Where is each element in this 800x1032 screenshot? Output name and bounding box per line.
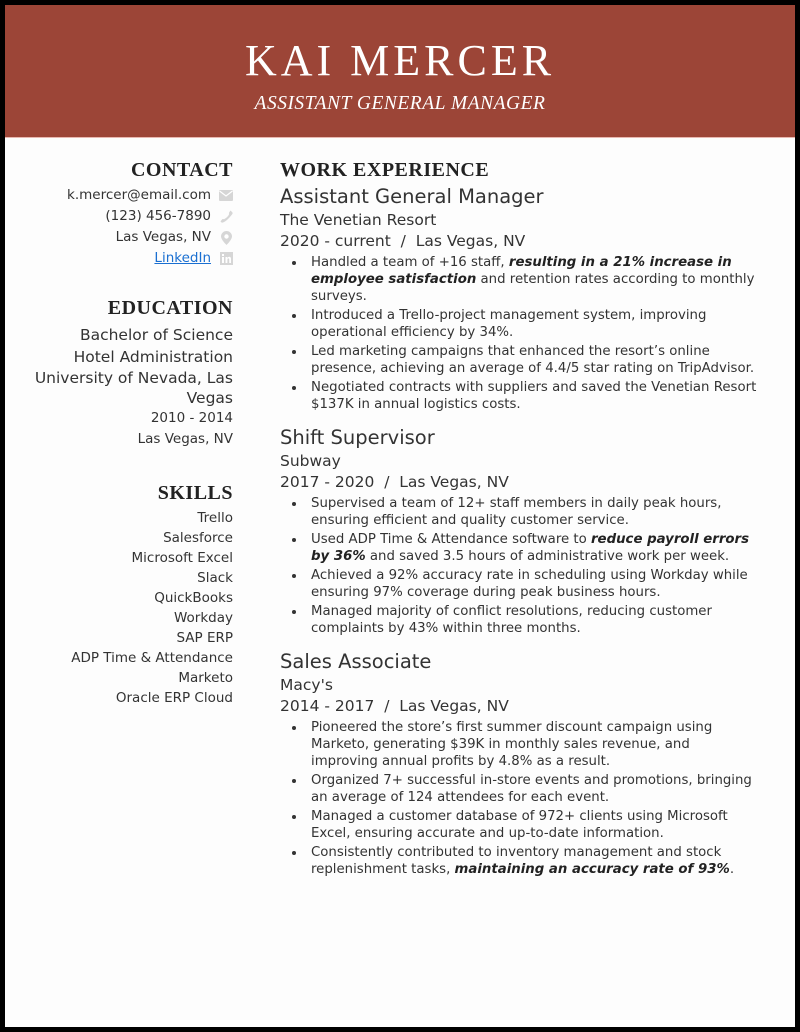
bullet-item: Managed majority of conflict resolutions, reducing customer complaints by 43% within three months.: [280, 603, 760, 637]
skills-section: [35, 480, 233, 708]
contact-location: [35, 227, 233, 248]
phone-text: (123) 456-7890: [105, 208, 211, 224]
candidate-name: KAI MERCER: [244, 36, 556, 85]
bullet-item: Handled a team of +16 staff, resulting in a 21% increase in employee satisfaction and retention rates according to monthly surveys.: [280, 254, 760, 305]
envelope-icon: [219, 189, 233, 203]
skill-item: Trello: [197, 510, 233, 526]
job-entry: [280, 649, 760, 878]
resume-page: [5, 5, 795, 1027]
sidebar: [35, 157, 233, 708]
skill-item: ADP Time & Attendance: [71, 650, 233, 666]
contact-section: [35, 157, 233, 269]
skill-item: Salesforce: [163, 530, 233, 546]
bullet-item: Managed a customer database of 972+ clients using Microsoft Excel, ensuring accurate and up-to-date information.: [280, 808, 760, 842]
education-heading: EDUCATION: [107, 297, 233, 319]
bullet-item: Introduced a Trello-project management system, improving operational efficiency by 34%.: [280, 307, 760, 341]
job-bullets: [280, 719, 760, 878]
work-experience-heading: WORK EXPERIENCE: [280, 159, 490, 181]
skill-item: Microsoft Excel: [131, 550, 233, 566]
email-text: k.mercer@email.com: [67, 187, 211, 203]
education-major: Hotel Administration: [73, 348, 233, 366]
skill-item: Marketo: [178, 670, 233, 686]
skill-item: Workday: [173, 610, 233, 626]
job-company: Subway: [280, 452, 341, 470]
job-entry: [280, 184, 760, 413]
bullet-item: Achieved a 92% accuracy rate in scheduling using Workday while ensuring 97% coverage during peak business hours.: [280, 567, 760, 601]
bullet-item: Led marketing campaigns that enhanced the resort’s online presence, achieving an average of 4.4/5 star rating on TripAdvisor.: [280, 343, 760, 377]
education-location: Las Vegas, NV: [137, 431, 233, 447]
skill-item: Slack: [197, 570, 233, 586]
job-title: Assistant General Manager: [280, 185, 544, 208]
education-years: 2010 - 2014: [150, 410, 233, 426]
job-company: Macy's: [280, 676, 333, 694]
main-content: [280, 157, 760, 886]
bullet-item: Organized 7+ successful in-store events and promotions, bringing an average of 124 attendees for each event.: [280, 772, 760, 806]
map-pin-icon: [219, 231, 233, 245]
bullet-item: Negotiated contracts with suppliers and saved the Venetian Resort $137K in annual logistics costs.: [280, 379, 760, 413]
education-degree: Bachelor of Science: [79, 326, 233, 344]
skill-item: Oracle ERP Cloud: [115, 690, 233, 706]
linkedin-icon: [219, 252, 233, 266]
contact-email: [35, 185, 233, 206]
job-entry: [280, 425, 760, 637]
linkedin-link[interactable]: LinkedIn: [154, 250, 211, 266]
education-section: [35, 295, 233, 450]
education-school: University of Nevada, Las Vegas: [34, 369, 233, 407]
contact-linkedin: [35, 248, 233, 269]
contact-heading: CONTACT: [130, 159, 233, 181]
location-text: Las Vegas, NV: [115, 229, 211, 245]
skill-item: QuickBooks: [154, 590, 233, 606]
job-title: Shift Supervisor: [280, 426, 435, 449]
job-bullets: [280, 254, 760, 413]
bullet-item: Supervised a team of 12+ staff members in daily peak hours, ensuring efficient and quality customer service.: [280, 495, 760, 529]
bullet-item: Pioneered the store’s first summer discount campaign using Marketo, generating $39K in monthly sales revenue, and improving annual profits by 4.8% as a result.: [280, 719, 760, 770]
job-dates: 2017 - 2020 / Las Vegas, NV: [280, 473, 509, 491]
job-title: Sales Associate: [280, 650, 432, 673]
candidate-title: ASSISTANT GENERAL MANAGER: [254, 93, 546, 114]
resume-header: [5, 5, 795, 138]
skills-heading: SKILLS: [157, 482, 233, 504]
bullet-item: Consistently contributed to inventory management and stock replenishment tasks, maintaining an accuracy rate of 93%.: [280, 844, 760, 878]
job-dates: 2014 - 2017 / Las Vegas, NV: [280, 697, 509, 715]
job-company: The Venetian Resort: [280, 211, 437, 229]
contact-phone: [35, 206, 233, 227]
phone-icon: [219, 210, 233, 224]
bullet-item: Used ADP Time & Attendance software to reduce payroll errors by 36% and saved 3.5 hours of administrative work per week.: [280, 531, 760, 565]
skill-item: SAP ERP: [176, 630, 233, 646]
job-dates: 2020 - current / Las Vegas, NV: [280, 232, 526, 250]
job-bullets: [280, 495, 760, 637]
